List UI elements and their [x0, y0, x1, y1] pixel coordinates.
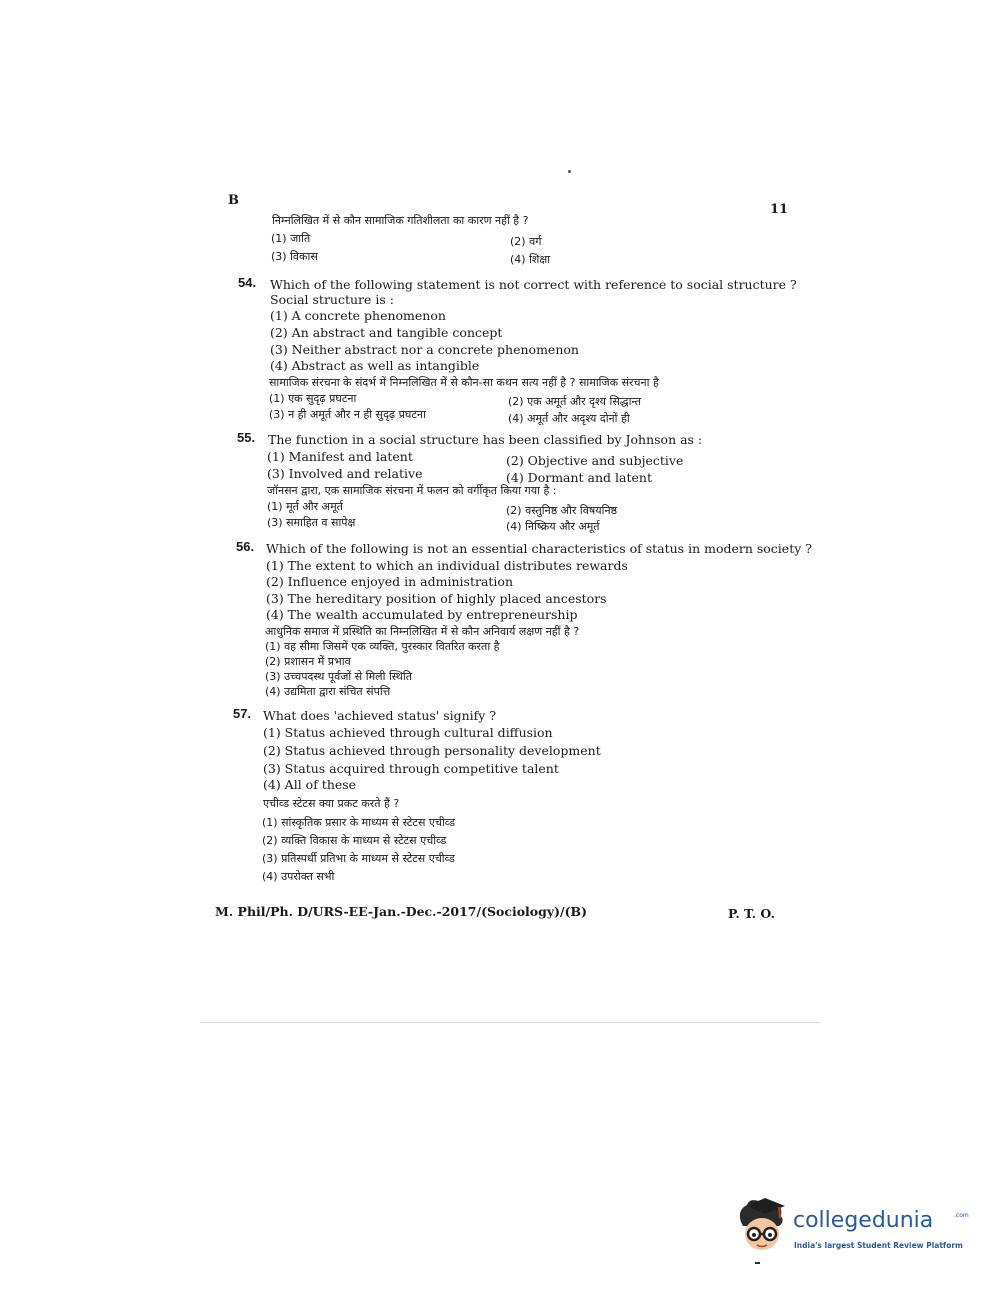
- question-english: The function in a social structure has been classified by Johnson as :: [268, 432, 703, 447]
- option-english: (2) Influence enjoyed in administration: [266, 574, 513, 589]
- series-label: B: [228, 193, 239, 208]
- question-hindi: सामाजिक संरचना के संदर्भ में निम्नलिखित में से कौन-सा कथन सत्य नहीं है ? सामाजिक संरचना है: [269, 376, 659, 389]
- option-english: (4) The wealth accumulated by entrepreneurship: [266, 607, 578, 622]
- option-english: (2) Objective and subjective: [506, 453, 684, 468]
- option-english: (2) An abstract and tangible concept: [270, 325, 503, 340]
- question-hindi: जॉनसन द्वारा, एक सामाजिक संरचना में फलन को वर्गीकृत किया गया है :: [267, 484, 557, 497]
- question-number: 54.: [238, 275, 257, 290]
- scan-speck: [568, 170, 571, 173]
- option-english: (4) Dormant and latent: [506, 470, 652, 485]
- option-english: (1) The extent to which an individual distributes rewards: [266, 558, 628, 573]
- question-number: 55.: [237, 430, 256, 445]
- option-english: (3) Neither abstract nor a concrete phenomenon: [270, 342, 579, 357]
- mascot-icon: [735, 1196, 791, 1256]
- option-english: (1) A concrete phenomenon: [270, 308, 446, 323]
- question-hindi: निम्नलिखित में से कौन सामाजिक गतिशीलता का कारण नहीं है ?: [272, 214, 529, 227]
- option-hindi: (2) व्यक्ति विकास के माध्यम से स्टेटस एचीव्ड: [262, 834, 447, 847]
- option-hindi: (2) वस्तुनिष्ठ और विषयनिष्ठ: [506, 504, 618, 517]
- option-english: (3) Involved and relative: [267, 466, 423, 481]
- collegedunia-watermark: [735, 1196, 969, 1260]
- divider: [200, 1022, 820, 1023]
- scan-mark: [755, 1262, 760, 1264]
- option-hindi: (1) सांस्कृतिक प्रसार के माध्यम से स्टेटस एचीव्ड: [262, 816, 456, 829]
- brand-name: collegedunia: [793, 1208, 934, 1233]
- question-hindi: आधुनिक समाज में प्रस्थिति का निम्नलिखित में से कौन अनिवार्य लक्षण नहीं है ?: [265, 625, 580, 638]
- option-hindi: (4) शिक्षा: [510, 253, 551, 266]
- option-english: (4) All of these: [263, 777, 357, 792]
- question-english: Which of the following is not an essential characteristics of status in modern society ?: [266, 541, 812, 556]
- page-number: 11: [770, 202, 789, 217]
- brand-domain-suffix: .com: [954, 1212, 969, 1219]
- option-hindi: (1) वह सीमा जिसमें एक व्यक्ति, पुरस्कार वितरित करता है: [265, 640, 500, 653]
- option-hindi: (3) प्रतिस्पर्धी प्रतिभा के माध्यम से स्टेटस एचीव्ड: [262, 852, 455, 865]
- question-number: 56.: [236, 539, 255, 554]
- option-hindi: (4) अमूर्त और अदृश्य दोनों ही: [508, 412, 630, 425]
- question-number: 57.: [233, 706, 252, 721]
- option-hindi: (3) समाहित व सापेक्ष: [267, 516, 356, 529]
- option-hindi: (4) निष्क्रिय और अमूर्त: [506, 520, 600, 533]
- option-hindi: (1) जाति: [271, 232, 311, 245]
- pto-label: P. T. O.: [728, 906, 775, 921]
- question-english-line2: Social structure is :: [270, 292, 394, 307]
- option-english: (1) Status achieved through cultural diffusion: [263, 725, 553, 740]
- paper-code: M. Phil/Ph. D/URS-EE-Jan.-Dec.-2017/(Sociology)/(B): [215, 904, 588, 919]
- option-english: (3) Status acquired through competitive talent: [263, 761, 559, 776]
- option-hindi: (3) विकास: [271, 250, 318, 263]
- option-hindi: (3) उच्चपदस्थ पूर्वजों से मिली स्थिति: [265, 670, 413, 683]
- option-hindi: (4) उद्यमिता द्वारा संचित संपत्ति: [265, 685, 391, 698]
- brand-tagline: India's largest Student Review Platform: [794, 1241, 963, 1250]
- question-english: What does 'achieved status' signify ?: [263, 708, 497, 723]
- option-english: (3) The hereditary position of highly placed ancestors: [266, 591, 607, 606]
- option-hindi: (3) न ही अमूर्त और न ही सुदृढ़ प्रघटना: [269, 408, 426, 421]
- option-hindi: (2) प्रशासन में प्रभाव: [265, 655, 351, 668]
- option-english: (2) Status achieved through personality development: [263, 743, 601, 758]
- option-hindi: (1) मूर्त और अमूर्त: [267, 500, 343, 513]
- option-hindi: (2) एक अमूर्त और दृश्य सिद्धान्त: [508, 395, 642, 408]
- option-hindi: (1) एक सुदृढ़ प्रघटना: [269, 392, 357, 405]
- question-english: Which of the following statement is not correct with reference to social structure ?: [270, 277, 797, 292]
- option-hindi: (2) वर्ग: [510, 235, 542, 248]
- option-english: (1) Manifest and latent: [267, 449, 413, 464]
- question-hindi: एचीव्ड स्टेटस क्या प्रकट करते हैं ?: [263, 797, 400, 810]
- option-hindi: (4) उपरोक्त सभी: [262, 870, 335, 883]
- option-english: (4) Abstract as well as intangible: [270, 358, 480, 373]
